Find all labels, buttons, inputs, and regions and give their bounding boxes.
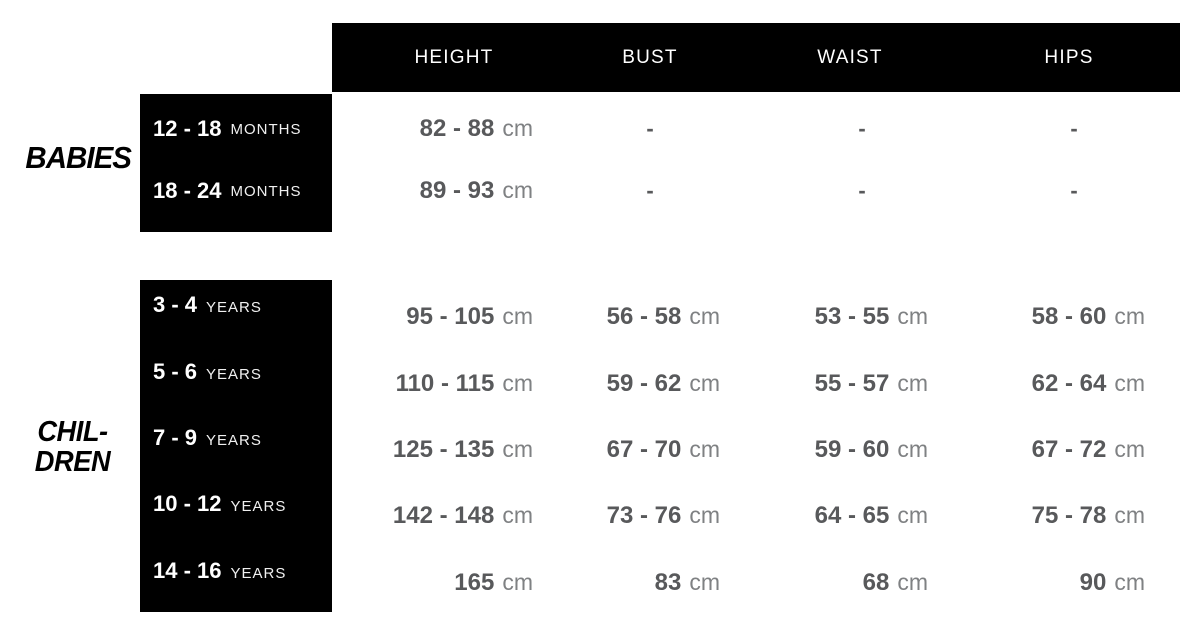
value-cell-hips-empty xyxy=(968,160,1180,222)
value-cell-hips xyxy=(968,280,1180,346)
value-cell-waist xyxy=(756,479,968,545)
value-number: 67 - 70 xyxy=(606,435,682,463)
value-number: 68 xyxy=(862,568,890,596)
value-unit: cm xyxy=(502,369,533,396)
row-label-unit: MONTHS xyxy=(230,182,302,200)
row-label-3-4-years xyxy=(140,280,332,346)
value-cell-height xyxy=(332,98,544,160)
value-unit: cm xyxy=(689,568,720,595)
group-label-children xyxy=(17,417,129,477)
value-cell-waist xyxy=(756,346,968,412)
value-dash: - xyxy=(646,116,654,141)
group-label-babies: BABIES xyxy=(25,140,131,175)
children-values-grid xyxy=(332,280,1180,612)
value-number: 142 - 148 xyxy=(392,502,495,530)
value-cell-height xyxy=(332,280,544,346)
row-label-unit: YEARS xyxy=(206,299,262,317)
value-cell-bust xyxy=(544,479,756,545)
value-dash: - xyxy=(858,178,866,203)
row-label-range: 10 - 12 xyxy=(153,491,222,517)
value-number: 56 - 58 xyxy=(606,303,682,331)
value-cell-waist xyxy=(756,413,968,479)
value-dash: - xyxy=(1070,178,1078,203)
column-header-hips: HIPS xyxy=(1044,46,1094,68)
row-label-12-18-months xyxy=(140,98,332,160)
row-label-range: 12 - 18 xyxy=(153,116,222,141)
group-label-children-line2: DREN xyxy=(34,446,111,478)
row-label-18-24-months xyxy=(140,160,332,222)
value-number: 53 - 55 xyxy=(814,303,890,331)
value-cell-bust xyxy=(544,413,756,479)
value-unit: cm xyxy=(502,435,533,462)
value-cell-bust-empty xyxy=(544,160,756,222)
value-number: 59 - 62 xyxy=(606,369,682,397)
value-unit: cm xyxy=(689,303,720,330)
value-cell-bust xyxy=(544,346,756,412)
value-unit: cm xyxy=(689,502,720,529)
value-number: 125 - 135 xyxy=(392,435,495,463)
row-label-range: 7 - 9 xyxy=(153,424,198,450)
value-number: 58 - 60 xyxy=(1031,303,1107,331)
value-unit: cm xyxy=(897,568,928,595)
value-number: 73 - 76 xyxy=(606,502,682,530)
value-number: 59 - 60 xyxy=(814,435,890,463)
value-unit: cm xyxy=(897,435,928,462)
row-label-unit: YEARS xyxy=(206,365,262,383)
value-dash: - xyxy=(646,178,654,203)
value-unit: cm xyxy=(502,115,533,141)
value-number: 64 - 65 xyxy=(814,502,890,530)
value-unit: cm xyxy=(897,502,928,529)
row-label-range: 3 - 4 xyxy=(153,292,198,318)
row-label-5-6-years xyxy=(140,346,332,412)
value-cell-bust-empty xyxy=(544,98,756,160)
row-label-unit: MONTHS xyxy=(230,120,302,138)
value-number: 90 xyxy=(1079,568,1107,596)
babies-row-label-box xyxy=(140,94,332,232)
row-label-14-16-years xyxy=(140,546,332,612)
row-label-unit: YEARS xyxy=(230,498,287,516)
value-number: 82 - 88 xyxy=(419,115,495,142)
value-unit: cm xyxy=(502,177,533,203)
value-unit: cm xyxy=(502,568,533,595)
value-cell-waist xyxy=(756,280,968,346)
value-cell-waist-empty xyxy=(756,98,968,160)
value-unit: cm xyxy=(897,303,928,330)
value-unit: cm xyxy=(1114,303,1145,330)
value-number: 89 - 93 xyxy=(419,177,495,204)
group-label-children-line1: CHIL- xyxy=(37,416,108,448)
value-number: 95 - 105 xyxy=(406,303,495,331)
value-number: 110 - 115 xyxy=(395,369,495,397)
row-label-7-9-years xyxy=(140,413,332,479)
row-label-range: 18 - 24 xyxy=(153,178,222,203)
value-number: 83 xyxy=(654,568,682,596)
row-label-10-12-years xyxy=(140,479,332,545)
value-dash: - xyxy=(858,116,866,141)
value-number: 55 - 57 xyxy=(814,369,890,397)
row-label-range: 14 - 16 xyxy=(153,557,222,583)
value-unit: cm xyxy=(897,369,928,396)
value-unit: cm xyxy=(1114,502,1145,529)
row-label-unit: YEARS xyxy=(230,564,287,582)
value-cell-height xyxy=(332,346,544,412)
value-unit: cm xyxy=(1114,568,1145,595)
value-cell-hips xyxy=(968,413,1180,479)
babies-values-grid xyxy=(332,94,1180,232)
value-unit: cm xyxy=(689,435,720,462)
value-cell-hips-empty xyxy=(968,98,1180,160)
row-label-range: 5 - 6 xyxy=(153,358,198,384)
value-cell-waist xyxy=(756,546,968,612)
value-cell-bust xyxy=(544,280,756,346)
value-unit: cm xyxy=(1114,435,1145,462)
value-cell-bust xyxy=(544,546,756,612)
row-label-unit: YEARS xyxy=(206,431,262,449)
children-row-label-box xyxy=(140,280,332,612)
value-number: 67 - 72 xyxy=(1031,435,1107,463)
value-number: 75 - 78 xyxy=(1031,502,1107,530)
value-unit: cm xyxy=(502,502,533,529)
value-number: 62 - 64 xyxy=(1031,369,1107,397)
value-cell-hips xyxy=(968,346,1180,412)
value-cell-height xyxy=(332,413,544,479)
value-cell-height xyxy=(332,160,544,222)
value-unit: cm xyxy=(689,369,720,396)
value-cell-height xyxy=(332,546,544,612)
column-header-bar xyxy=(332,23,1180,92)
value-cell-height xyxy=(332,479,544,545)
value-cell-waist-empty xyxy=(756,160,968,222)
column-header-height: HEIGHT xyxy=(414,46,494,68)
column-header-bust: BUST xyxy=(622,46,678,68)
value-cell-hips xyxy=(968,546,1180,612)
column-header-waist: WAIST xyxy=(817,46,883,68)
value-cell-hips xyxy=(968,479,1180,545)
value-unit: cm xyxy=(1114,369,1145,396)
value-dash: - xyxy=(1070,116,1078,141)
value-number: 165 xyxy=(454,568,495,596)
value-unit: cm xyxy=(502,303,533,330)
